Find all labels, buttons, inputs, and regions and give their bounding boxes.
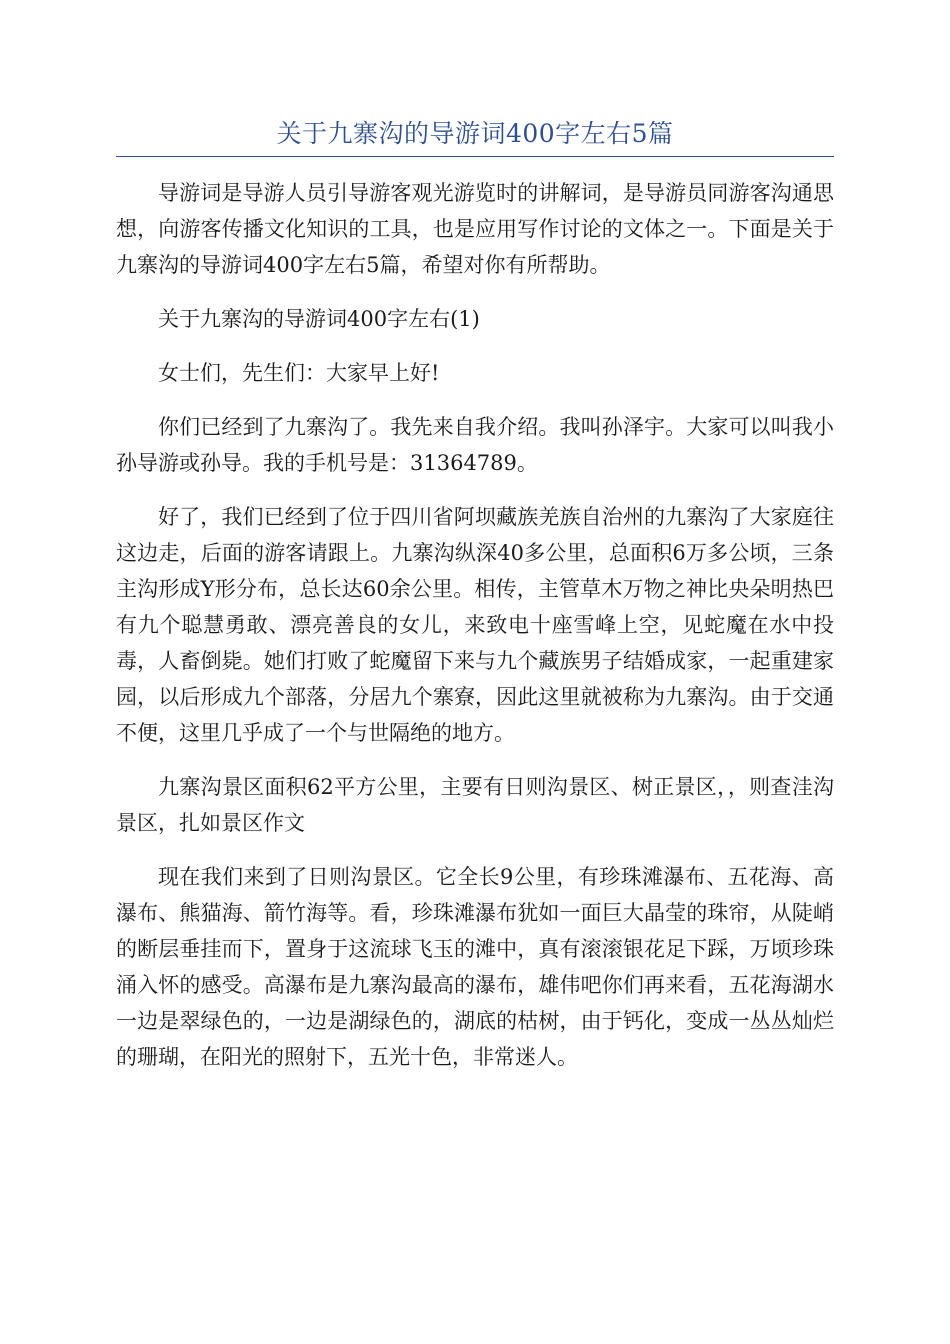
- section-heading: 关于九寨沟的导游词400字左右(1): [158, 307, 480, 331]
- document-title: 关于九寨沟的导游词400字左右5篇: [276, 119, 674, 148]
- legend-paragraph: 好了，我们已经到了位于四川省阿坝藏族羌族自治州的九寨沟了大家庭往这边走，后面的游客请跟上。九寨沟纵深40多公里，总面积6万多公顷，三条主沟形成Y形分布，总长达60余公里。相传，主管草木万物之神比央朵明热巴有九个聪慧勇敢、漂亮善良的女儿，来致电十座雪峰上空，见蛇魔在水中投毒，人畜倒毙。她们打败了蛇魔留下来与九个藏族男子结婚成家，一起重建家园，以后形成九个部落，分居九个寨寮，因此这里就被称为九寨沟。由于交通不便，这里几乎成了一个与世隔绝的地方。: [116, 505, 834, 745]
- document-body: [116, 175, 834, 1093]
- self-intro-paragraph: 你们已经到了九寨沟了。我先来自我介绍。我叫孙泽宇。大家可以叫我小孙导游或孙导。我的手机号是：31364789。: [116, 415, 834, 475]
- greeting-paragraph: 女士们，先生们：大家早上好!: [158, 361, 440, 385]
- rize-valley-paragraph: 现在我们来到了日则沟景区。它全长9公里，有珍珠滩瀑布、五花海、高瀑布、熊猫海、箭竹海等。看，珍珠滩瀑布犹如一面巨大晶莹的珠帘，从陡峭的断层垂挂而下，置身于这流球飞玉的滩中，真有滚滚银花足下踩，万顷珍珠涌入怀的感受。高瀑布是九寨沟最高的瀑布，雄伟吧你们再来看，五花海湖水一边是翠绿色的，一边是湖绿色的，湖底的枯树，由于钙化，变成一丛丛灿烂的珊瑚，在阳光的照射下，五光十色，非常迷人。: [116, 865, 834, 1069]
- intro-paragraph: 导游词是导游人员引导游客观光游览时的讲解词，是导游员同游客沟通思想，向游客传播文化知识的工具，也是应用写作讨论的文体之一。下面是关于九寨沟的导游词400字左右5篇，希望对你有所帮助。: [116, 181, 834, 277]
- scenic-areas-paragraph: 九寨沟景区面积62平方公里，主要有日则沟景区、树正景区，，则查洼沟景区，扎如景区作文: [116, 775, 834, 835]
- title-block: [116, 112, 834, 157]
